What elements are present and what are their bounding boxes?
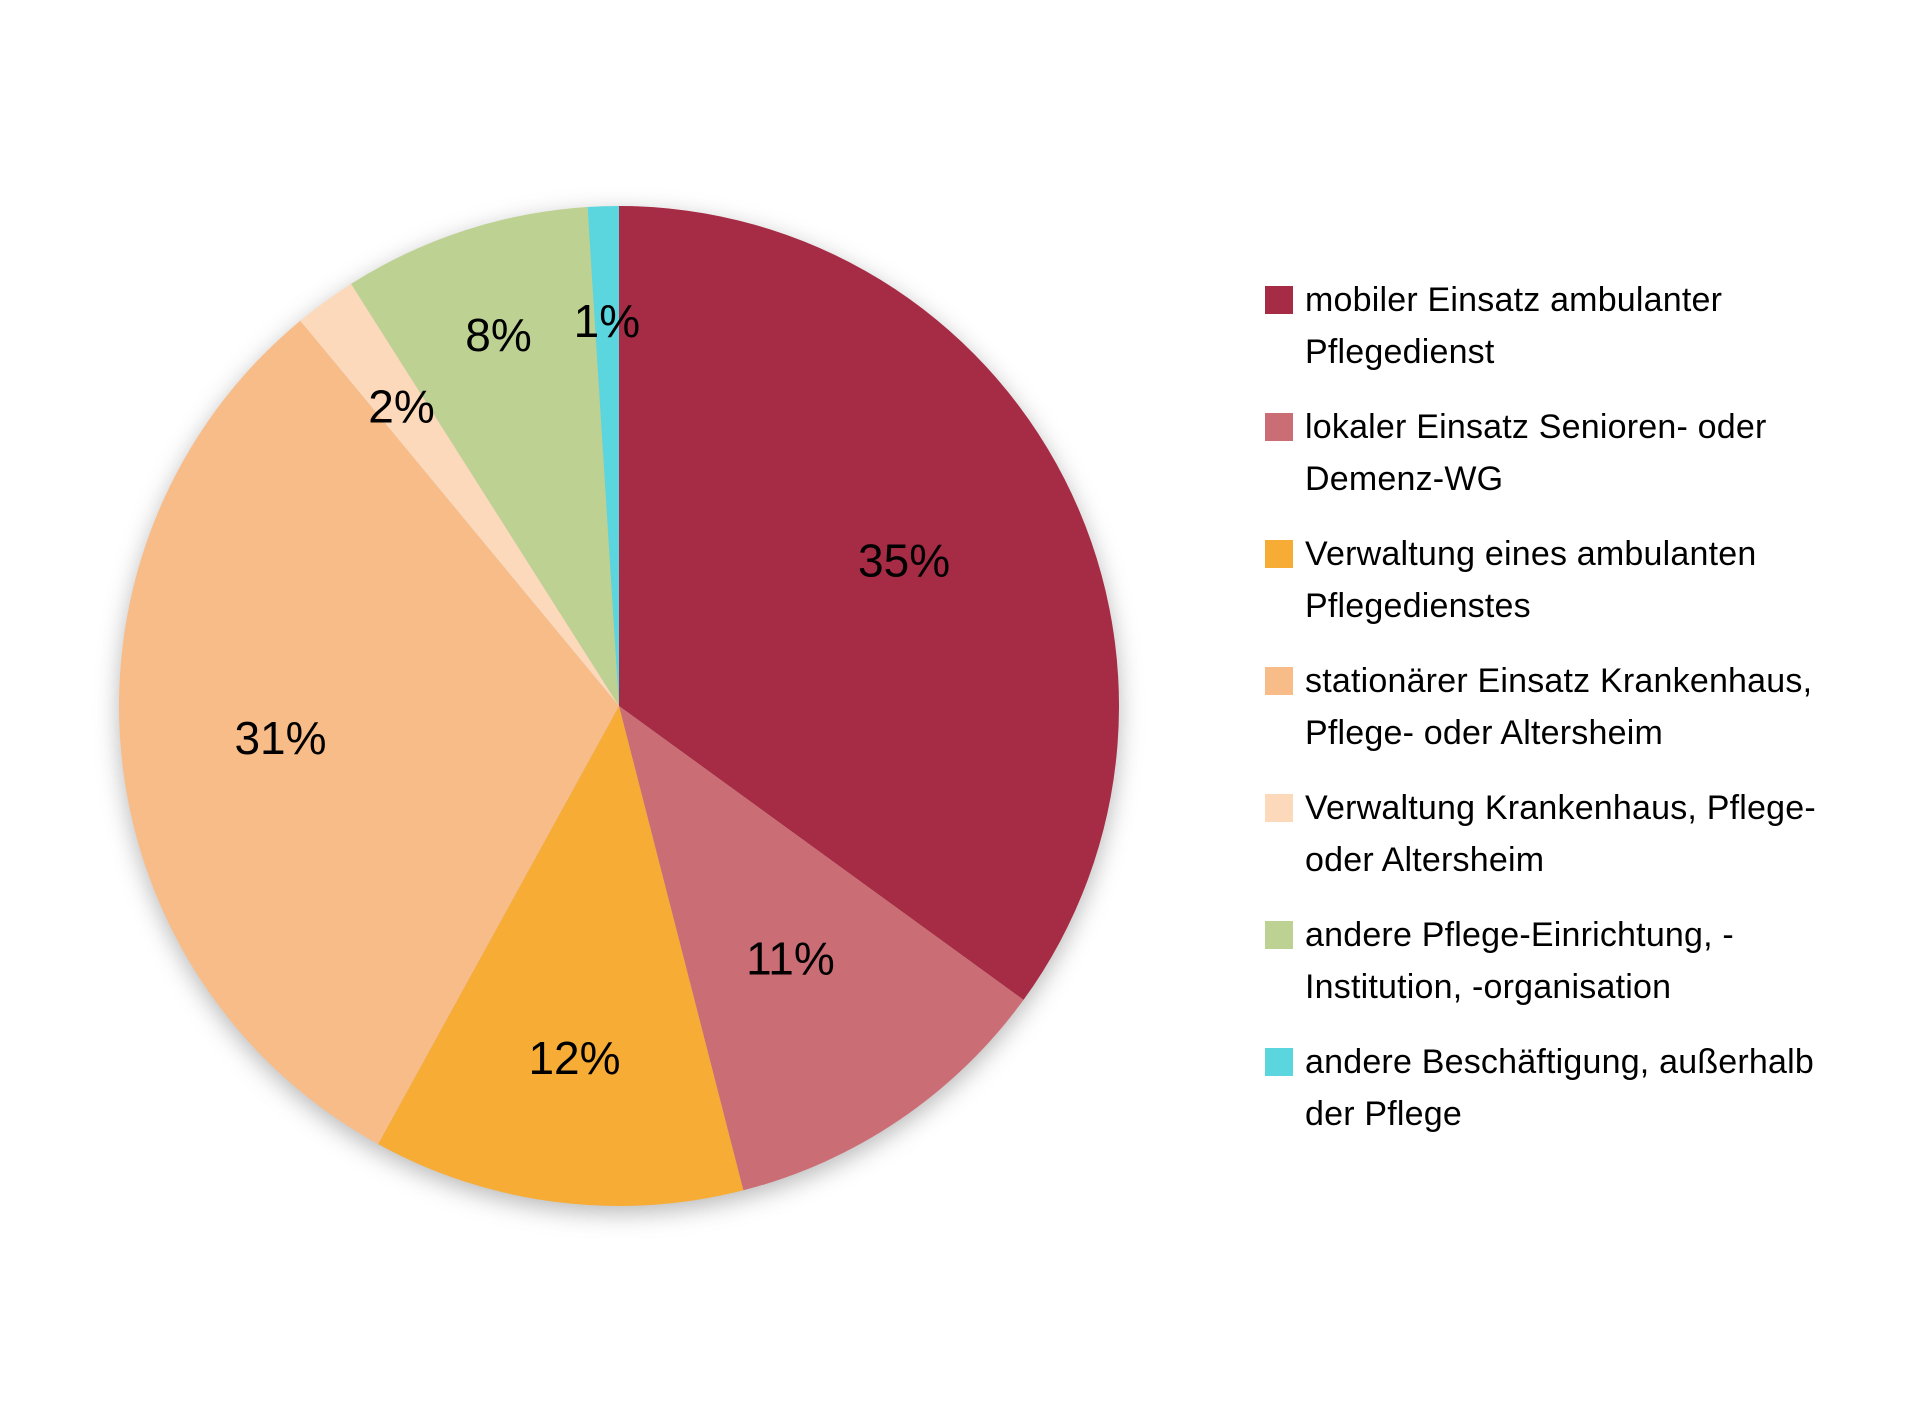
pie-slice-label-5: 2% bbox=[368, 380, 435, 433]
legend-swatch-icon bbox=[1265, 286, 1293, 314]
legend-swatch-icon bbox=[1265, 413, 1293, 441]
pie-slice-label-6: 8% bbox=[465, 309, 532, 362]
legend-swatch-icon bbox=[1265, 794, 1293, 822]
legend-label: Verwaltung Krankenhaus, Pflege- oder Altersheim bbox=[1305, 789, 1816, 879]
legend-label: andere Beschäftigung, außerhalb der Pflege bbox=[1305, 1043, 1814, 1133]
legend-swatch-icon bbox=[1265, 540, 1293, 568]
pie-slice-label-2: 11% bbox=[746, 932, 835, 985]
legend-label: Verwaltung eines ambulanten Pflegedienstes bbox=[1305, 535, 1757, 625]
legend-item-7 bbox=[1265, 1036, 1865, 1140]
legend-item-2 bbox=[1265, 401, 1865, 505]
pie-slice-label-3: 12% bbox=[528, 1032, 621, 1085]
legend-item-6 bbox=[1265, 909, 1865, 1013]
legend-swatch-icon bbox=[1265, 667, 1293, 695]
pie-slice-label-4: 31% bbox=[234, 712, 327, 764]
legend-label: mobiler Einsatz ambulanter Pflegedienst bbox=[1305, 281, 1723, 371]
pie-slice-label-7: 1% bbox=[573, 295, 641, 348]
legend bbox=[1265, 274, 1865, 1163]
legend-item-5 bbox=[1265, 782, 1865, 886]
legend-item-4 bbox=[1265, 655, 1865, 759]
legend-label: stationärer Einsatz Krankenhaus, Pflege- oder Altersheim bbox=[1305, 662, 1813, 752]
legend-label: lokaler Einsatz Senioren- oder Demenz-WG bbox=[1305, 408, 1767, 498]
legend-swatch-icon bbox=[1265, 1048, 1293, 1076]
legend-swatch-icon bbox=[1265, 921, 1293, 949]
legend-item-3 bbox=[1265, 528, 1865, 632]
legend-label: andere Pflege-Einrichtung, -Institution, -organisation bbox=[1305, 916, 1734, 1006]
pie-slice-label-1: 35% bbox=[858, 534, 951, 587]
legend-item-1 bbox=[1265, 274, 1865, 378]
